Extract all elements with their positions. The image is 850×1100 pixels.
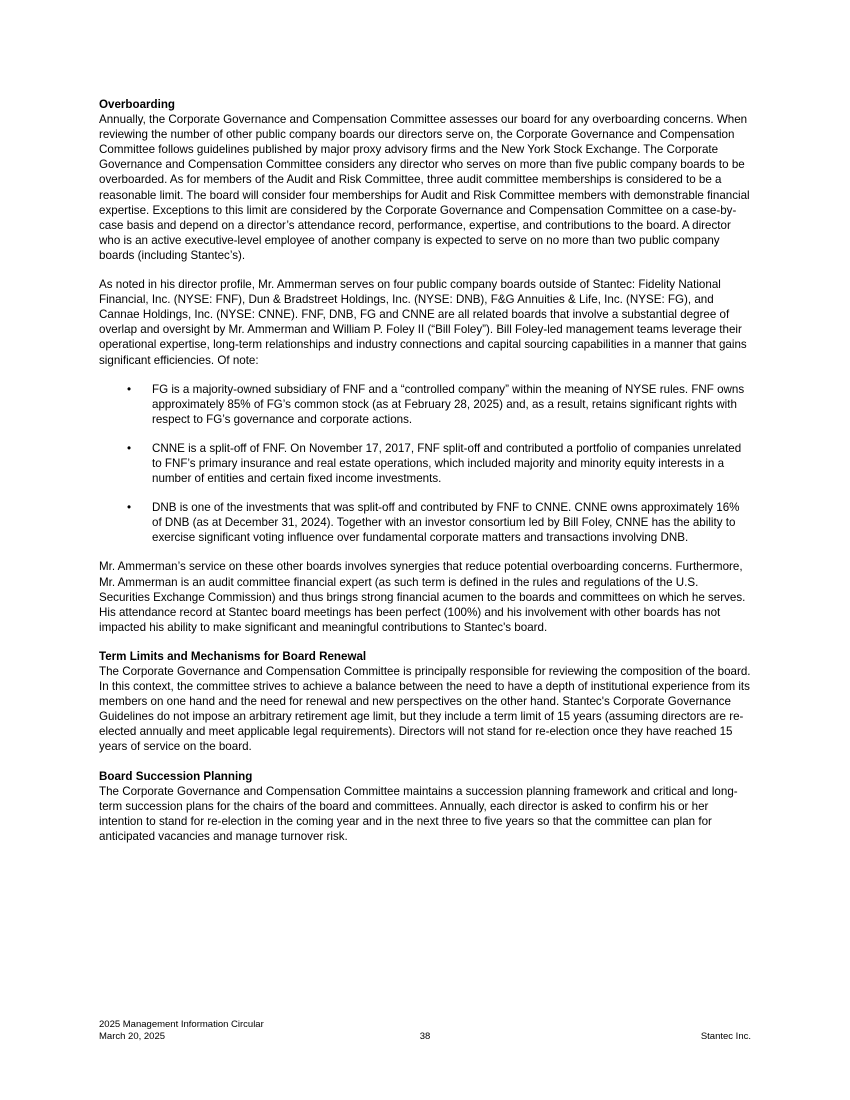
bullet-item-dnb (99, 500, 752, 545)
bullet-item-fg (99, 382, 752, 427)
footer-date: March 20, 2025 (99, 1031, 166, 1042)
page-content (99, 97, 752, 844)
bullet-marker: • (127, 501, 132, 515)
footer-page-number: 38 (419, 1031, 431, 1042)
bullet-text-cnne: CNNE is a split-off of FNF. On November 17, 2017, FNF split-off and contributed a portfolio of companies unrelated to FNF’s primary insurance and real estate operations, which included majority and minority equity interests in a number of entities and certain fixed income investments. (152, 441, 742, 486)
paragraph-board-succession: The Corporate Governance and Compensation Committee maintains a succession planning framework and critical and long-term succession plans for the chairs of the board and committees. Annually, each director is asked to confirm his or her intention to stand for re-election in the coming year and in the next three to five years so that the committee can plan for anticipated vacancies and manage turnover risk. (99, 784, 738, 843)
section-board-succession (99, 769, 752, 844)
bullet-item-cnne (99, 441, 752, 486)
paragraph-term-limits: The Corporate Governance and Compensation Committee is principally responsible for reviewing the composition of the board. In this context, the committee strives to achieve a balance between the need to have a depth of institutional experience from its members on one hand and the need for renewal and new perspectives on the other hand. Stantec's Corporate Governance Guidelines do not impose an arbitrary retirement age limit, but they include a term limit of 15 years (assuming directors are re-elected annually and meet applicable legal requirements). Directors will not stand for re-election once they have reached 15 years of service on the board. (99, 665, 751, 754)
bullet-text-dnb: DNB is one of the investments that was split-off and contributed by FNF to CNNE. CNNE owns approximately 16% of DNB (as at December 31, 2024). Together with an investor consortium led by Bill Foley, CNNE has the ability to exercise significant voting influence over fundamental corporate matters and transactions involving DNB. (152, 501, 740, 545)
section-heading-board-succession: Board Succession Planning (99, 769, 253, 783)
footer-circular-title: 2025 Management Information Circular (99, 1019, 264, 1030)
section-term-limits (99, 649, 752, 755)
bullet-list (99, 382, 752, 546)
section-heading-term-limits: Term Limits and Mechanisms for Board Renewal (99, 649, 367, 663)
section-heading-overboarding: Overboarding (99, 98, 176, 111)
section-overboarding (99, 97, 752, 635)
bullet-marker: • (127, 441, 132, 455)
paragraph-overboarding-3: Mr. Ammerman’s service on these other boards involves synergies that reduce potential overboarding concerns. Furthermore, Mr. Ammerman is an audit committee financial expert (as such term is defined in the rules and regulations of the U.S. Securities Exchange Commission) and thus brings strong financial acumen to the boards and committees on which he serves. His attendance record at Stantec board meetings has been perfect (100%) and his involvement with other boards has not impacted his ability to make significant and meaningful contributions to Stantec's board. (99, 560, 746, 634)
bullet-marker: • (127, 382, 132, 396)
footer-company: Stantec Inc. (700, 1031, 751, 1042)
paragraph-overboarding-1: Annually, the Corporate Governance and Compensation Committee assesses our board for any overboarding concerns. When reviewing the number of other public company boards our directors serve on, the Corporate Governance and Compensation Committee follows guidelines published by major proxy advisory firms and the New York Stock Exchange. The Corporate Governance and Compensation Committee considers any director who serves on more than five public company boards to be overboarded. As for members of the Audit and Risk Committee, three audit committee memberships is considered to be a reasonable limit. The board will consider four memberships for Audit and Risk Committee members with demonstrable financial expertise. Exceptions to this limit are considered by the Corporate Governance and Compensation Committee on a case-by-case basis and depend on a director’s attendance record, performance, expertise, and contributions to the board. A director who is an active executive-level employee of another company is expected to serve on no more than two public company boards (including Stantec’s). (99, 113, 750, 262)
paragraph-overboarding-2: As noted in his director profile, Mr. Ammerman serves on four public company boards outside of Stantec: Fidelity National Financial, Inc. (NYSE: FNF), Dun & Bradstreet Holdings, Inc. (NYSE: DNB), F&G Annuities & Life, Inc. (NYSE: FG), and Cannae Holdings, Inc. (NYSE: CNNE). FNF, DNB, FG and CNNE are all related boards that involve a substantial degree of overlap and oversight by Mr. Ammerman and William P. Foley II (“Bill Foley”). Bill Foley-led management teams leverage their operational expertise, long-term relationships and industry connections and capital sourcing capabilities in a manner that gains significant efficiencies. Of note: (99, 278, 747, 367)
bullet-text-fg: FG is a majority-owned subsidiary of FNF and a “controlled company” within the meaning of NYSE rules. FNF owns approximately 85% of FG’s common stock (as at February 28, 2025) and, as a result, retains significant rights with respect to FG’s governance and corporate actions. (152, 382, 745, 426)
